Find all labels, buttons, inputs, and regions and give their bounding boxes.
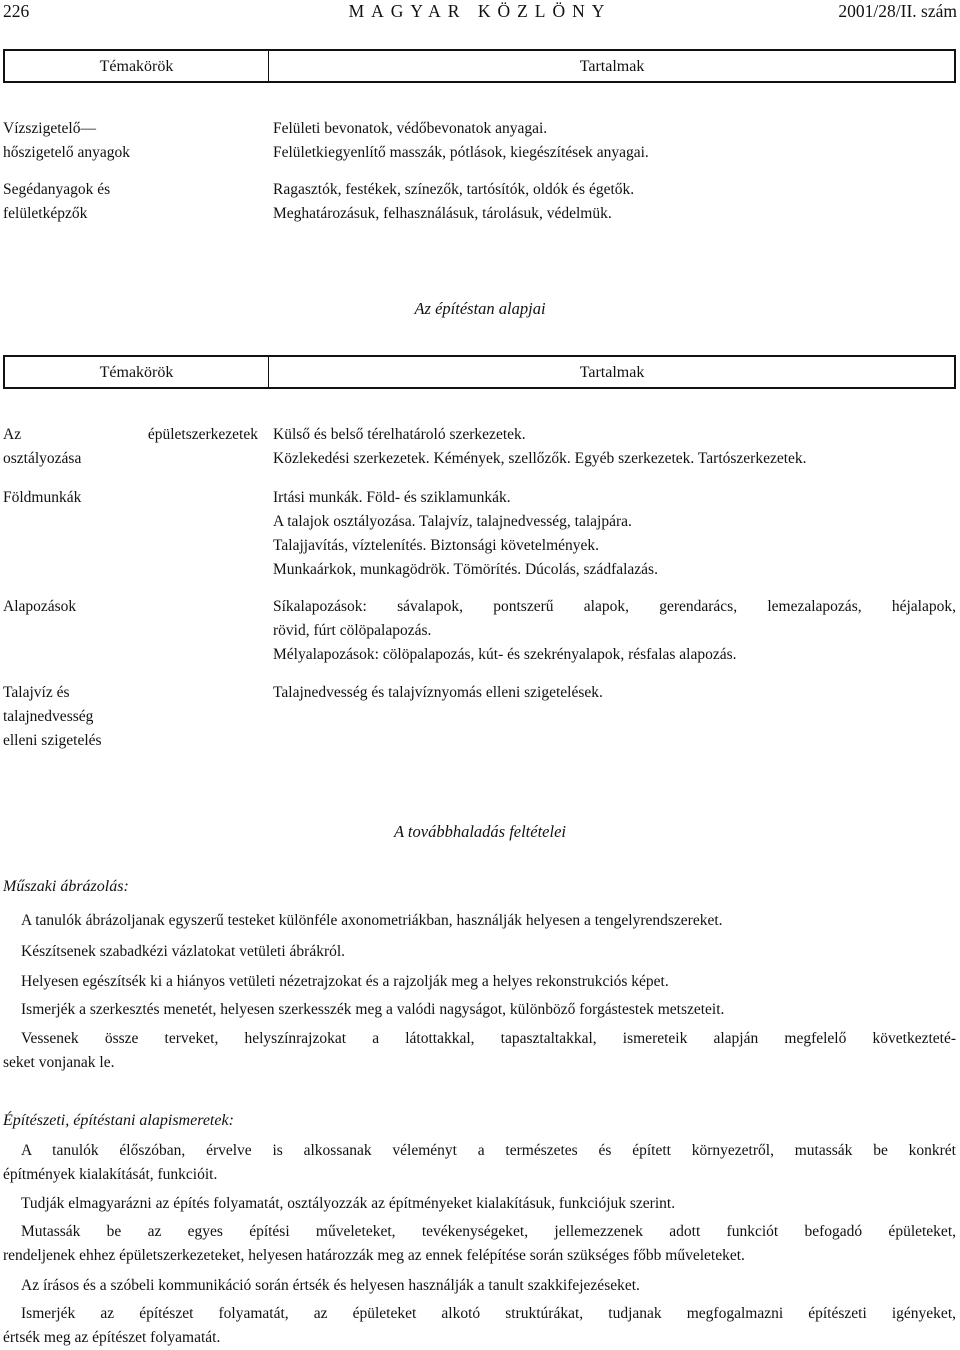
paragraph-line: Ismerjék a szerkesztés menetét, helyesen szerkesszék meg a valódi nagyságot, különböző forgástestek metszeteit.: [21, 1001, 725, 1018]
paragraph: [3, 909, 956, 933]
subsection-title: Építészeti, építéstani alapismeretek:: [3, 1112, 234, 1129]
paragraph: [3, 970, 956, 994]
column-divider: [268, 357, 269, 387]
topic-line: elleni szigetelés: [3, 732, 102, 749]
table2-col-contents: Tartalmak: [579, 364, 645, 381]
paragraph-line: Vessenek össze terveket, helyszínrajzokat a látottakkal, tapasztaltakkal, ismereteik alapján megfelelő következteté-: [21, 1030, 956, 1047]
topic-cell: [3, 486, 258, 510]
content-line: Talajjavítás, víztelenítés. Biztonsági követelmények.: [273, 537, 600, 554]
content-line: A talajok osztályozása. Talajvíz, talajnedvesség, talajpára.: [273, 513, 632, 530]
paragraph-line: Mutassák be az egyes építési műveleteket, tevékenységeket, jellemezzenek adott funkciót befogadó épületeket,: [21, 1223, 956, 1240]
page-number: 226: [3, 1, 30, 21]
content-line: Munkaárkok, munkagödrök. Tömörítés. Dúcolás, szádfalazás.: [273, 561, 658, 578]
content-cell: [273, 595, 956, 667]
content-line: Ragasztók, festékek, színezők, tartósítók, oldók és égetők.: [273, 181, 635, 198]
content-cell: [273, 486, 956, 582]
topic-line: Alapozások: [3, 598, 77, 615]
topic-cell: [3, 117, 258, 165]
topic-line: Segédanyagok és: [3, 181, 111, 198]
paragraph-line: Az írásos és a szóbeli kommunikáció során értsék és helyesen használják a tanult szakkifejezéseket.: [21, 1277, 640, 1294]
content-line: Mélyalapozások: cölöpalapozás, kút- és szekrényalapok, résfalas alapozás.: [273, 646, 737, 663]
content-line: rövid, fúrt cölöpalapozás.: [273, 622, 432, 639]
table1-col-contents: Tartalmak: [579, 58, 645, 75]
paragraph-line: Tudják elmagyarázni az építés folyamatát, osztályozzák az építményeket kialakításuk, funkciójuk szerint.: [21, 1195, 676, 1212]
paragraph-line: A tanulók élőszóban, érvelve is alkossanak véleményt a természetes és épített környezetről, mutassák be konkrét: [21, 1142, 956, 1159]
topic-cell: [3, 681, 258, 753]
paragraph: [3, 998, 956, 1022]
topic-cell: [3, 178, 258, 226]
paragraph-line: Helyesen egészítsék ki a hiányos vetületi nézetrajzokat és a rajzolják meg a helyes rekonstrukciós képet.: [21, 973, 669, 990]
running-header: [3, 1, 957, 27]
paragraph-line: seket vonjanak le.: [3, 1054, 115, 1071]
issue-number: 2001/28/II. szám: [838, 1, 957, 21]
journal-title: MAGYAR KÖZLÖNY: [348, 1, 612, 21]
paragraph-line: építmények kialakítását, funkcióit.: [3, 1166, 218, 1183]
topic-line: Földmunkák: [3, 489, 82, 506]
paragraph-line: Ismerjék az építészet folyamatát, az épületeket alkotó struktúrákat, tudjanak megfogalmazni építészeti igényeket,: [21, 1305, 956, 1322]
paragraph-line: A tanulók ábrázoljanak egyszerű testeket különféle axonometriákban, használják helyesen a tengelyrendszereket.: [21, 912, 723, 929]
paragraph-line: értsék meg az építészet folyamatát.: [3, 1329, 221, 1346]
content-line: Közlekedési szerkezetek. Kémények, szellőzők. Egyéb szerkezetek. Tartószerkezetek.: [273, 450, 807, 467]
table2-header: [3, 355, 956, 389]
table1-header: [3, 49, 956, 83]
content-cell: [273, 117, 956, 165]
paragraph: [3, 1220, 956, 1268]
content-line: Síkalapozások: sávalapok, pontszerű alapok, gerendarács, lemezalapozás, héjalapok,: [273, 598, 956, 615]
paragraph: [3, 940, 956, 964]
topic-line: hőszigetelő anyagok: [3, 144, 130, 161]
paragraph: [3, 1139, 956, 1187]
column-divider: [268, 51, 269, 81]
paragraph: [3, 1274, 956, 1298]
section-title: Az építéstan alapjai: [414, 299, 546, 318]
content-line: Talajnedvesség és talajvíznyomás elleni szigetelések.: [273, 684, 603, 701]
topic-line: Az épületszerkezetek: [3, 426, 258, 443]
paragraph: [3, 1302, 956, 1350]
paragraph: [3, 1192, 956, 1216]
topic-cell: [3, 423, 258, 471]
topic-line: felületképzők: [3, 205, 88, 222]
topic-line: talajnedvesség: [3, 708, 94, 725]
paragraph-line: rendeljenek ehhez épületszerkezeteket, helyesen határozzák meg az ennek felépítése során szükséges főbb műveleteket.: [3, 1247, 745, 1264]
paragraph: [3, 1027, 956, 1075]
content-cell: [273, 178, 956, 226]
content-line: Felületkiegyenlítő masszák, pótlások, kiegészítések anyagai.: [273, 144, 649, 161]
topic-cell: [3, 595, 258, 619]
table2-col-topics: Témakörök: [99, 364, 174, 381]
content-cell: [273, 681, 956, 705]
table1-col-topics: Témakörök: [99, 58, 174, 75]
content-line: Felületi bevonatok, védőbevonatok anyagai.: [273, 120, 548, 137]
topic-line: osztályozása: [3, 450, 82, 467]
content-cell: [273, 423, 956, 471]
section-title: A továbbhaladás feltételei: [394, 822, 566, 841]
paragraph-line: Készítsenek szabadkézi vázlatokat vetületi ábrákról.: [21, 943, 346, 960]
content-line: Irtási munkák. Föld- és sziklamunkák.: [273, 489, 511, 506]
content-line: Külső és belső térelhatároló szerkezetek.: [273, 426, 526, 443]
topic-line: Vízszigetelő—: [3, 120, 96, 137]
content-line: Meghatározásuk, felhasználásuk, tárolásuk, védelmük.: [273, 205, 612, 222]
subsection-title: Műszaki ábrázolás:: [3, 878, 129, 895]
topic-line: Talajvíz és: [3, 684, 70, 701]
